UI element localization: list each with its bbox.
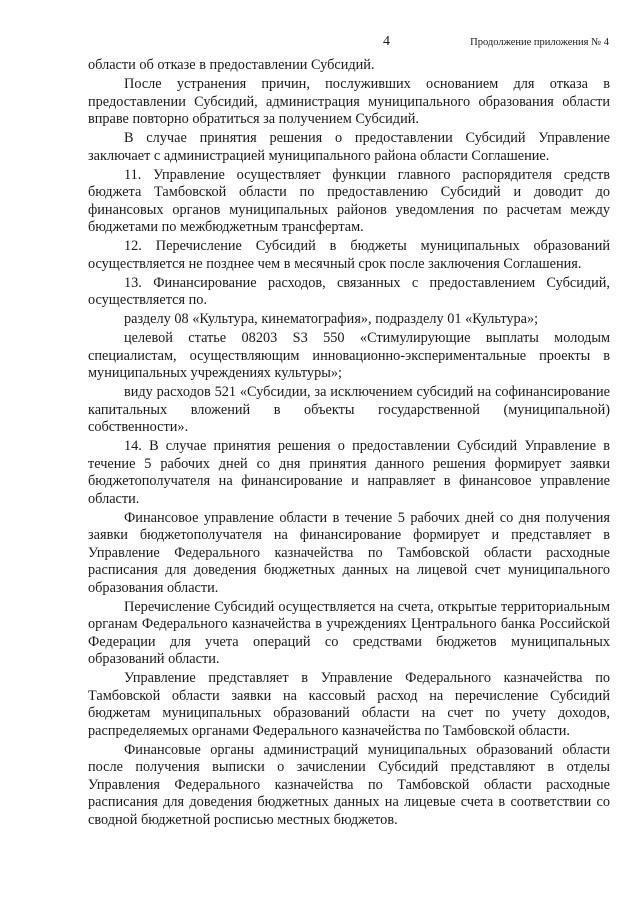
paragraph-13-section: разделу 08 «Культура, кинематография», подразделу 01 «Культура»;	[124, 311, 539, 327]
paragraph-13: 13. Финансирование расходов, связанных с предоставлением Субсидий, осуществляется по.	[88, 274, 610, 308]
paragraph-transfer: Перечисление Субсидий осуществляется на счета, открытые территориальным органам Федерального казначейства в учреждениях Центрального банка Российской Федерации для учета операций со средствами бюджетов муниципальных образований области.	[88, 598, 610, 667]
paragraph-refusal-notice-end: области об отказе в предоставлении Субсидий.	[88, 57, 375, 73]
document-body	[88, 57, 610, 831]
paragraph-reapply: После устранения причин, послуживших основанием для отказа в предоставлении Субсидий, администрация муниципального образования области вправе повторно обратиться за получением Субсидий.	[88, 76, 610, 127]
paragraph-municipal-financial-bodies: Финансовые органы администраций муниципальных образований области после получения выписки о зачислении Субсидий представляют в отделы Управления Федерального казначейства по Тамбовской области расходные расписания для доведения бюджетных данных на лицевые счета в соответствии со сводной бюджетной росписью местных бюджетов.	[88, 741, 610, 828]
paragraph-12: 12. Перечисление Субсидий в бюджеты муниципальных образований осуществляется не позднее чем в месячный срок после заключения Соглашения.	[88, 238, 610, 272]
appendix-continuation-label: Продолжение приложения № 4	[470, 37, 609, 48]
paragraph-treasury-requests: Управление представляет в Управление Федерального казначейства по Тамбовской области заявки на кассовый расход на перечисление Субсидий бюджетам муниципальных образований области на счет по учету доходов, распределяемых органами Федерального казначейства по Тамбовской области.	[88, 670, 610, 739]
paragraph-11: 11. Управление осуществляет функции главного распорядителя средств бюджета Тамбовской области по предоставлению Субсидий и доводит до финансовых органов муниципальных районов уведомления по расчетам между бюджетами по межбюджетным трансфертам.	[88, 166, 610, 235]
paragraph-13-target-article: целевой статье 08203 S3 550 «Стимулирующие выплаты молодым специалистам, осуществляющим инновационно-экспериментальные проекты в муниципальных учреждениях культуры»;	[88, 330, 610, 381]
paragraph-13-expense-type: виду расходов 521 «Субсидии, за исключением субсидий на софинансирование капитальных вложений в объекты государственной (муниципальной) собственности».	[88, 384, 610, 435]
page-number: 4	[383, 34, 390, 49]
paragraph-14: 14. В случае принятия решения о предоставлении Субсидий Управление в течение 5 рабочих дней со дня принятия данного решения формирует заявки бюджетополучателя на финансирование и направляет в финансовое управление области.	[88, 438, 610, 507]
paragraph-agreement: В случае принятия решения о предоставлении Субсидий Управление заключает с администрацией муниципального района области Соглашение.	[88, 130, 610, 164]
paragraph-financial-department: Финансовое управление области в течение 5 рабочих дней со дня получения заявки бюджетополучателя на финансирование формирует и представляет в Управление Федерального казначейства по Тамбовской области расходные расписания для доведения бюджетных данных на лицевой счет муниципального образования области.	[88, 509, 610, 596]
